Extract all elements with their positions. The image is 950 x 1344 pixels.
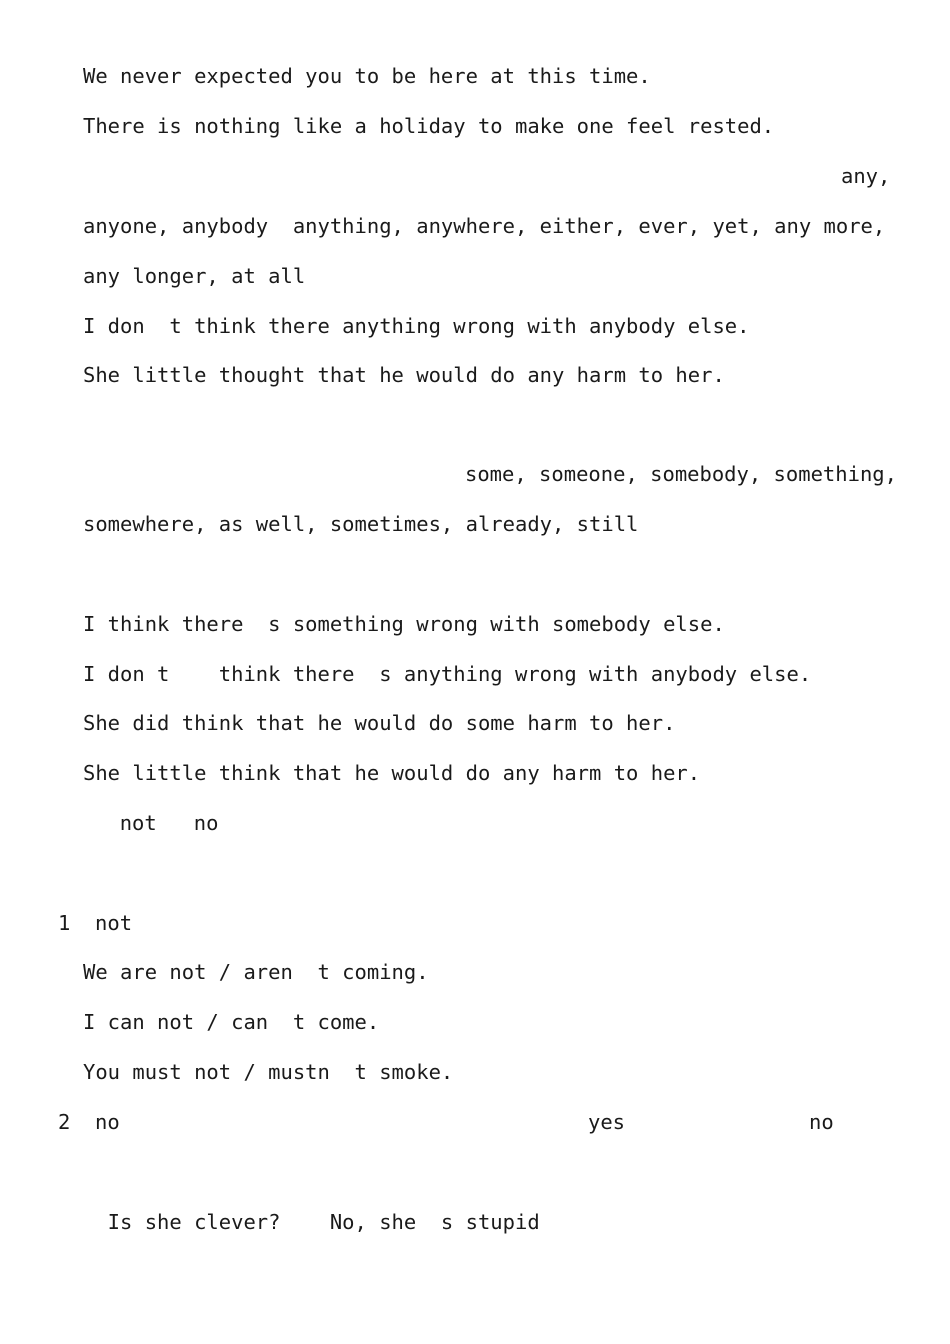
text-line: any longer, at all — [83, 264, 306, 288]
text-line-cjk — [83, 460, 290, 488]
text-line: She did think that he would do some harm to her. — [83, 711, 676, 735]
text-line-cjk — [83, 1157, 187, 1185]
example-line: Is she clever? No, she s stupid — [83, 1210, 552, 1234]
text-fragment: no — [809, 1110, 871, 1134]
section-heading: not no — [58, 811, 219, 835]
text-line: She little think that he would do any harm to her. — [83, 761, 701, 785]
text-fragment: some, someone, somebody, something, — [465, 462, 897, 486]
example-line: We are not / aren t coming. — [83, 960, 429, 984]
text-fragment: yes — [588, 1110, 749, 1134]
text-line: I don t think there anything wrong with anybody else. — [83, 314, 750, 338]
text-line: There is nothing like a holiday to make one feel rested. — [83, 114, 775, 138]
text-line-cjk — [83, 410, 303, 438]
text-line: I think there s something wrong with somebody else. — [83, 612, 725, 636]
text-line-cjk — [83, 162, 329, 190]
example-line: You must not / mustn t smoke. — [83, 1060, 454, 1084]
text-line: somewhere, as well, sometimes, already, still — [83, 512, 639, 536]
text-line: I don t think there s anything wrong with anybody else. — [83, 662, 812, 686]
numbered-item: 1 not — [58, 911, 342, 935]
numbered-item: 2 no — [58, 1110, 367, 1134]
text-line-cjk — [58, 859, 459, 887]
text-line: We never expected you to be here at this time. — [83, 64, 651, 88]
text-line-cjk — [83, 560, 407, 588]
text-line: She little thought that he would do any harm to her. — [83, 363, 725, 387]
text-line: anyone, anybody anything, anywhere, either, ever, yet, any more, — [83, 214, 886, 238]
example-line: I can not / can t come. — [83, 1010, 380, 1034]
text-fragment: any, — [841, 164, 891, 188]
